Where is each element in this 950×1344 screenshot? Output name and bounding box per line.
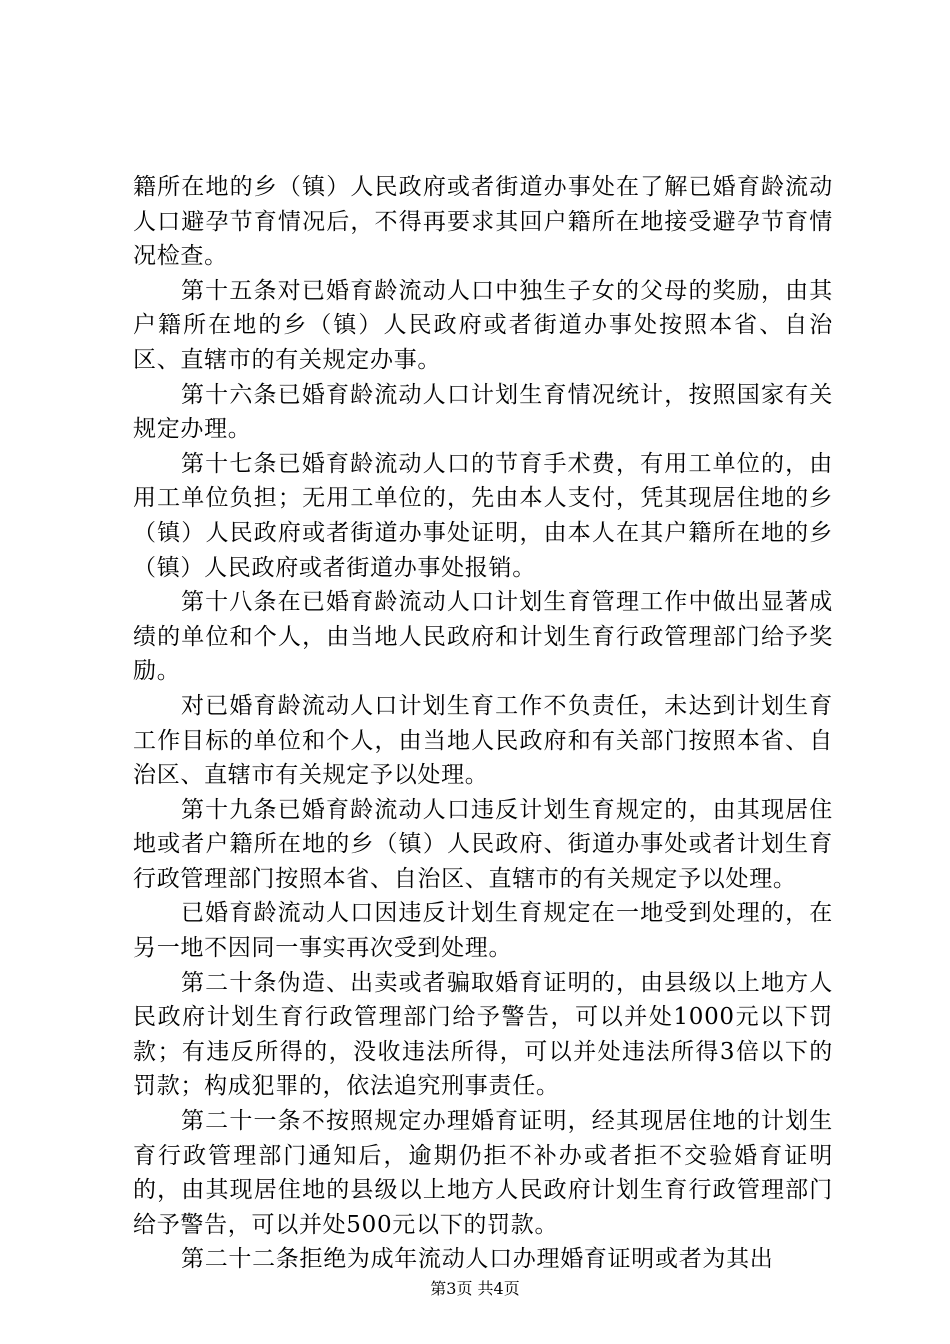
paragraph: 第十七条已婚育龄流动人口的节育手术费，有用工单位的，由用工单位负担；无用工单位的，先由本人支付，凭其现居住地的乡（镇）人民政府或者街道办事处证明，由本人在其户籍所在地的乡（镇）人民政府或者街道办事处报销。 xyxy=(133,450,833,581)
paragraph: 籍所在地的乡（镇）人民政府或者街道办事处在了解已婚育龄流动人口避孕节育情况后，不得再要求其回户籍所在地接受避孕节育情况检查。 xyxy=(133,174,833,270)
document-body xyxy=(133,170,833,1277)
paragraph: 对已婚育龄流动人口计划生育工作不负责任，未达到计划生育工作目标的单位和个人，由当地人民政府和有关部门按照本省、自治区、直辖市有关规定予以处理。 xyxy=(133,692,833,789)
paragraph: 第十八条在已婚育龄流动人口计划生育管理工作中做出显著成绩的单位和个人，由当地人民政府和计划生育行政管理部门给予奖励。 xyxy=(133,589,833,685)
paragraph: 已婚育龄流动人口因违反计划生育规定在一地受到处理的，在另一地不因同一事实再次受到处理。 xyxy=(133,900,833,962)
page-number-footer: 第3页 共4页 xyxy=(430,1279,520,1298)
paragraph: 第二十条伪造、出卖或者骗取婚育证明的，由县级以上地方人民政府计划生育行政管理部门给予警告，可以并处1000元以下罚款；有违反所得的，没收违法所得，可以并处违法所得3倍以下的罚款；构成犯罪的，依法追究刑事责任。 xyxy=(133,969,833,1100)
paragraph: 第十九条已婚育龄流动人口违反计划生育规定的，由其现居住地或者户籍所在地的乡（镇）人民政府、街道办事处或者计划生育行政管理部门按照本省、自治区、直辖市的有关规定予以处理。 xyxy=(133,796,833,892)
paragraph: 第二十二条拒绝为成年流动人口办理婚育证明或者为其出 xyxy=(181,1246,774,1273)
paragraph: 第十六条已婚育龄流动人口计划生育情况统计，按照国家有关规定办理。 xyxy=(133,381,833,443)
paragraph: 第十五条对已婚育龄流动人口中独生子女的父母的奖励，由其户籍所在地的乡（镇）人民政府或者街道办事处按照本省、自治区、直辖市的有关规定办事。 xyxy=(133,277,833,373)
paragraph: 第二十一条不按照规定办理婚育证明，经其现居住地的计划生育行政管理部门通知后，逾期仍拒不补办或者拒不交验婚育证明的，由其现居住地的县级以上地方人民政府计划生育行政管理部门给予警告，可以并处500元以下的罚款。 xyxy=(133,1108,833,1238)
